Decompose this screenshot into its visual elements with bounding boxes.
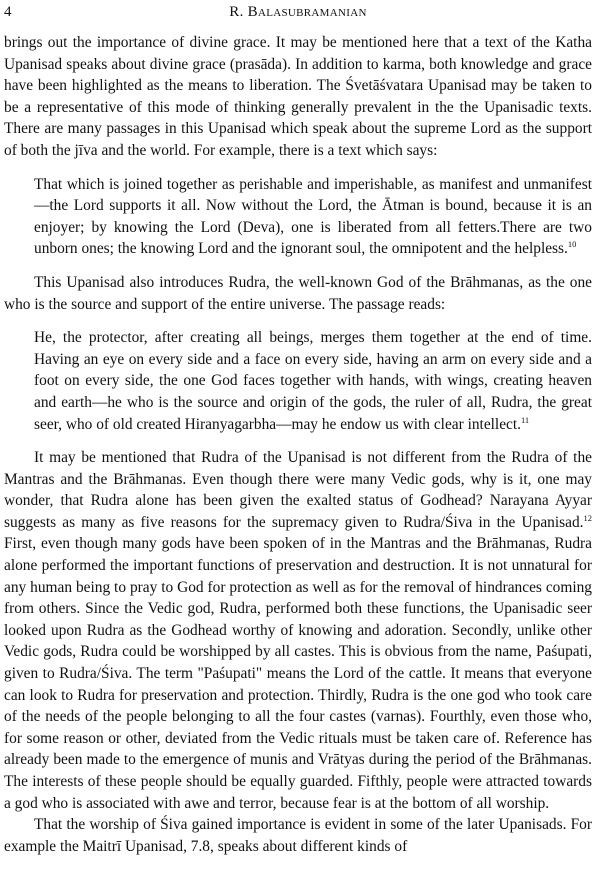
author-name: R. Balasubramanian — [229, 4, 367, 20]
page-number: 4 — [4, 4, 12, 20]
paragraph-intro: brings out the importance of divine grace. It may be mentioned here that a text of the Katha Upanisad speaks about divine grace (prasāda). In addition to karma, both knowledge and grace have been highlighted as the means to liberation. The Śvetāśvatara Upanisad may be taken to be a representative of this mode of thinking generally prevalent in the the Upanisadic texts. There are many passages in this Upanisad which speak about the supreme Lord as the support of both the jīva and the world. For example, there is a text which says: — [4, 34, 592, 159]
footnote-ref: 11 — [521, 414, 530, 425]
paragraph-five-reasons — [4, 447, 592, 814]
quote-text: He, the protector, after creating all beings, merges them together at the end of time. Having an eye on every side and a face on every side, having an arm on every side and a foot on every side, the one God faces together with hands, with wings, creating heaven and earth—he who is the source and origin of the gods, the ruler of all, Rudra, the great seer, who of old created Hiranyagarbha—may he endow us with clear intellect. — [34, 329, 592, 433]
running-title — [4, 2, 592, 24]
running-head — [4, 2, 592, 24]
footnote-ref: 12 — [583, 512, 592, 523]
block-quote-svetasvatara — [34, 174, 592, 260]
quote-text: That which is joined together as perishable and imperishable, as manifest and unmanifest—the Lord supports it all. Now without the Lord, the Ātman is bound, because it is an enjoyer; by knowing the Lord (Deva), one is liberated from all fetters.There are two unborn ones; the knowing Lord and the ignorant soul, the omnipotent and the helpless. — [34, 175, 592, 258]
paragraph-later-upanisads: That the worship of Śiva gained importance is evident in some of the later Upanisads. For example the Maitrī Upanisad, 7.8, speaks about different kinds of — [4, 816, 592, 855]
paragraph-text: It may be mentioned that Rudra of the Upanisad is not different from the Rudra of the Mantras and the Brāhmanas. Even though there were many Vedic gods, why is it, one may wonder, that Rudra alone has been given the exalted status of Godhead? Narayana Ayyar suggests as many as five reasons for the supremacy given to Rudra/Śiva in the Upanisad. — [4, 449, 592, 531]
paragraph-rudra-intro: This Upanisad also introduces Rudra, the well-known God of the Brāhmanas, as the one who is the source and support of the entire universe. The passage reads: — [4, 273, 592, 313]
footnote-ref: 10 — [567, 239, 577, 250]
paragraph-text-continued: First, even though many gods have been spoken of in the Mantras and the Brāhmanas, Rudra alone performed the important functions of preservation and destruction. It is not unnatural for any human being to pray to God for protection as well as for the removal of hindrances coming from others. Since the Vedic god, Rudra, performed both these functions, the Upanisadic seer looked upon Rudra as the Godhead worthy of knowing and adoration. Secondly, unlike other Vedic gods, Rudra could be worshipped by all castes. This is obvious from the name, Paśupati, given to Rudra/Śiva. The term "Paśupati" means the Lord of the cattle. It means that everyone can look to Rudra for preservation and protection. Thirdly, Rudra is the one god who took care of the needs of the people belonging to all the four castes (varnas). Fourthly, even those who, for some reason or other, deviated from the Vedic rituals must be taken care of. Reference has already been made to the emergence of munis and Vrātyas during the period of the Brāhmanas. The interests of these people should be equally guarded. Fifthly, people were attracted towards a god who is associated with awe and terror, because fear is at the bottom of all worship. — [4, 535, 592, 812]
block-quote-rudra — [34, 327, 592, 435]
